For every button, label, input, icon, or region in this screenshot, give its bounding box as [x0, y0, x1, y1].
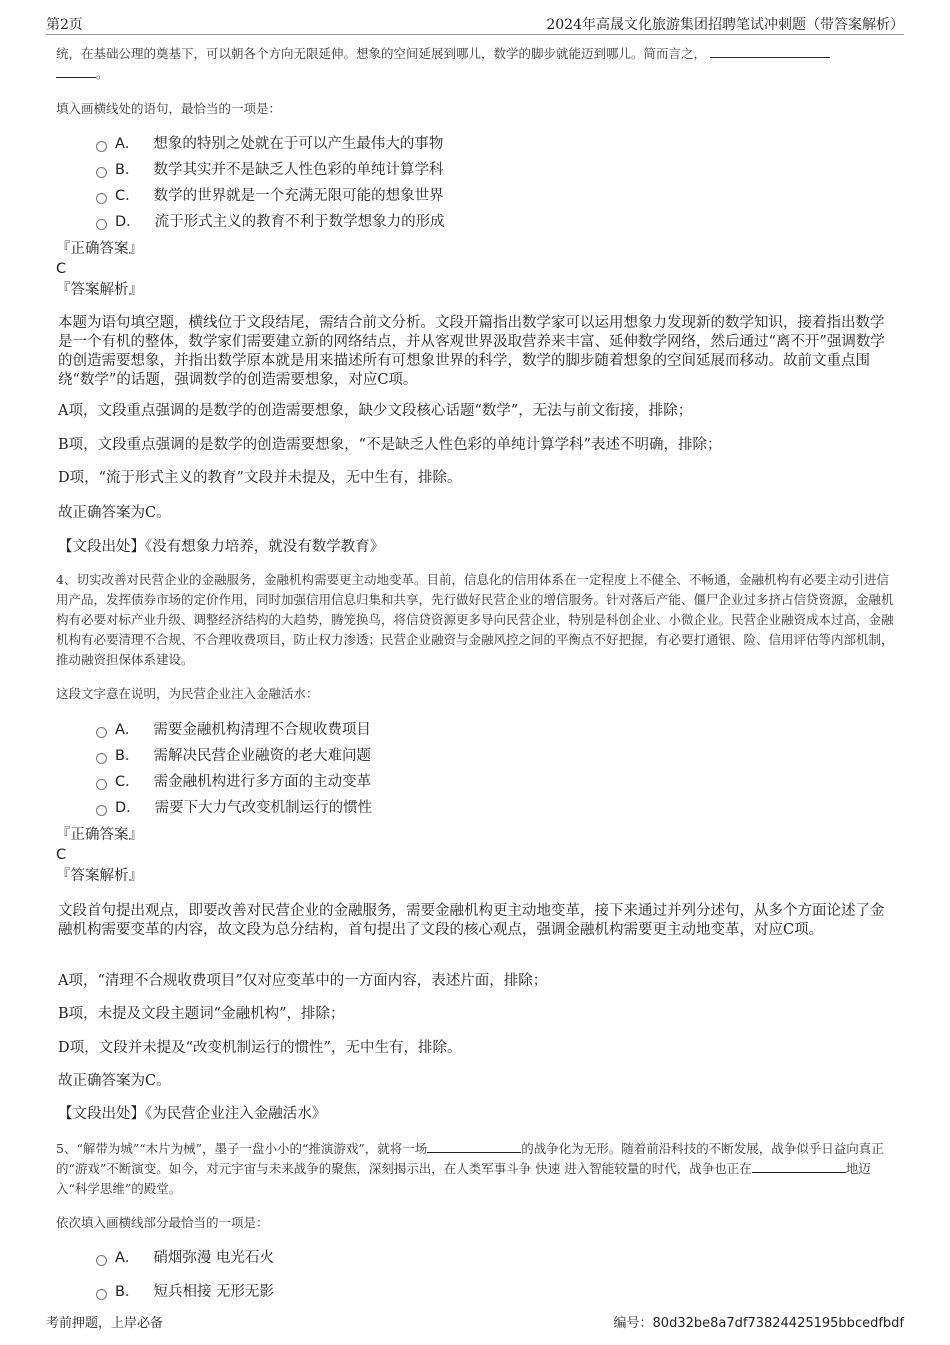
- question-3-prompt: 填入画横线处的语句，最恰当的一项是：: [56, 101, 282, 116]
- option-letter: B．: [115, 1284, 140, 1300]
- option-text: 硝烟弥漫 电光石火: [153, 1250, 275, 1266]
- option-a[interactable]: [96, 1246, 274, 1270]
- analysis-label: 『答案解析』: [56, 868, 143, 884]
- option-text: 数学的世界就是一个充满无限可能的想象世界: [153, 188, 444, 204]
- option-text: 需金融机构进行多方面的主动变革: [153, 774, 372, 790]
- option-text: 流于形式主义的教育不利于数学想象力的形成: [154, 214, 445, 230]
- question-4-text: 4、切实改善对民营企业的金融服务，金融机构需要更主动地变革。目前，信息化的信用体系在一定程度上不健全、不畅通，金融机构有必要主动引进信用产品，发挥债券市场的定价作用，同时加强信用信息归集和共享，先行做好民营企业的增信服务。针对落后产能、僵尸企业过多挤占信贷资源，金融机构有必要对标产业升级、调整经济结构的大趋势，腾笼换鸟，将信贷资源更多导向民营企业，特别是科创企业、小微企业。民营企业融资成本过高，金融机构有必要清理不合规、不合理收费项目，防止权力渗透；民营企业融资与金融风控之间的平衡点不好把握，有必要打通银、险、信用评估等内部机制，推动融资担保体系建设。: [56, 572, 894, 667]
- option-text: 需解决民营企业融资的老大难问题: [153, 748, 371, 764]
- question-5-text-part: 地迈入“科学思维”的殿堂。: [56, 1161, 871, 1196]
- question-5-text-part: 5、“解带为城”“木片为械”，墨子一盘小小的“推演游戏”，就将一场: [56, 1141, 428, 1156]
- question-3-text-end: 。: [96, 66, 109, 81]
- option-c[interactable]: [96, 184, 444, 208]
- analysis-paragraph: 故正确答案为C。: [58, 505, 171, 521]
- radio-icon[interactable]: [96, 141, 107, 152]
- option-a[interactable]: [96, 132, 443, 156]
- option-c[interactable]: [96, 770, 371, 794]
- page-number: 第2页: [46, 17, 83, 33]
- footer-slogan: 考前押题，上岸必备: [46, 1316, 164, 1331]
- radio-icon[interactable]: [96, 1289, 107, 1300]
- option-text: 数学其实并不是缺乏人性色彩的单纯计算学科: [153, 162, 444, 178]
- document-title: 2024年高晟文化旅游集团招聘笔试冲刺题（带答案解析）: [546, 17, 904, 33]
- option-letter: D．: [115, 214, 141, 230]
- option-letter: D．: [115, 800, 141, 816]
- analysis-paragraph: 文段首句提出观点，即要改善对民营企业的金融服务，需要金融机构更主动地变革，接下来通过并列分述句，从多个方面论述了金融机构需要变革的内容，故文段为总分结构，首句提出了文段的核心观点，强调金融机构需要更主动地变革，对应C项。: [58, 903, 885, 938]
- source-citation: 【文段出处】《没有想象力培养，就没有数学教育》: [58, 539, 385, 555]
- page-header: [46, 12, 904, 35]
- option-d[interactable]: [96, 210, 445, 234]
- question-5-prompt: 依次填入画横线部分最恰当的一项是：: [56, 1215, 269, 1230]
- answer-value: C: [56, 261, 67, 277]
- question-5-text-part: 的战争化为无形。随着前沿科技的不断发展，战争似乎日益向真正的“游戏”不断演变。如今，对元宇宙与未来战争的聚焦，深刻揭示出，在人类军事斗争 快速 进入智能较量的时代，战争也正在: [56, 1141, 884, 1176]
- radio-icon[interactable]: [96, 193, 107, 204]
- analysis-paragraph: B项，未提及文段主题词“金融机构”，排除；: [58, 1006, 345, 1022]
- analysis-paragraph: 本题为语句填空题，横线位于文段结尾，需结合前文分析。文段开篇指出数学家可以运用想象力发现新的数学知识，接着指出数学是一个有机的整体，数学家们需要建立新的网络结点，并从客观世界汲取营养来丰富、延伸数学网络，然后通过“离不开”强调数学的创造需要想象，并指出数学原本就是用来描述所有可想象世界的科学，数学的脚步随着想象的空间延展而移动。故前文重点围绕“数学”的话题，强调数学的创造需要想象，对应C项。: [58, 315, 885, 388]
- option-letter: A．: [115, 1250, 140, 1266]
- document-id-label: 编号：: [613, 1316, 653, 1331]
- analysis-paragraph: 故正确答案为C。: [58, 1073, 171, 1089]
- option-text: 想象的特别之处就在于可以产生最伟大的事物: [153, 136, 444, 152]
- analysis-paragraph: B项，文段重点强调的是数学的创造需要想象，“不是缺乏人性色彩的单纯计算学科”表述不明确，排除；: [58, 437, 722, 453]
- radio-icon[interactable]: [96, 219, 107, 230]
- option-letter: A．: [115, 136, 140, 152]
- option-text: 需要下大力气改变机制运行的惯性: [154, 800, 373, 816]
- option-letter: B．: [115, 748, 140, 764]
- document-id: [614, 1312, 904, 1331]
- option-letter: B．: [115, 162, 140, 178]
- option-b[interactable]: [96, 1280, 274, 1304]
- source-citation: 【文段出处】《为民营企业注入金融活水》: [58, 1106, 327, 1122]
- answer-blank: [752, 1171, 846, 1173]
- radio-icon[interactable]: [96, 1255, 107, 1266]
- option-b[interactable]: [96, 158, 443, 182]
- radio-icon[interactable]: [96, 753, 107, 764]
- radio-icon[interactable]: [96, 779, 107, 790]
- document-id-value: 80d32be8a7df73824425195bbcedfbdf: [652, 1316, 904, 1331]
- radio-icon[interactable]: [96, 805, 107, 816]
- option-b[interactable]: [96, 744, 371, 768]
- radio-icon[interactable]: [96, 727, 107, 738]
- option-letter: C．: [115, 774, 140, 790]
- question-3-text: [56, 44, 896, 84]
- question-3-text-tail: 统，在基础公理的奠基下，可以朝各个方向无限延伸。想象的空间延展到哪儿，数学的脚步就能迈到哪儿。简而言之，: [56, 46, 707, 61]
- answer-blank: [56, 76, 96, 78]
- analysis-paragraph: A项，文段重点强调的是数学的创造需要想象，缺少文段核心话题“数学”，无法与前文衔接，排除；: [58, 403, 693, 419]
- answer-blank: [427, 1151, 521, 1153]
- answer-label: 『正确答案』: [56, 827, 143, 843]
- option-letter: A．: [115, 722, 140, 738]
- answer-blank: [710, 56, 830, 58]
- option-a[interactable]: [96, 718, 371, 742]
- analysis-paragraph: D项，文段并未提及“改变机制运行的惯性”，无中生有，排除。: [58, 1040, 462, 1056]
- analysis-paragraph: D项，“流于形式主义的教育”文段并未提及，无中生有，排除。: [58, 470, 462, 486]
- option-text: 需要金融机构清理不合规收费项目: [153, 722, 371, 738]
- analysis-label: 『答案解析』: [56, 282, 143, 298]
- question-4-prompt: 这段文字意在说明，为民营企业注入金融活水：: [56, 686, 319, 701]
- analysis-paragraph: A项，“清理不合规收费项目”仅对应变革中的一方面内容，表述片面，排除；: [58, 973, 548, 989]
- answer-label: 『正确答案』: [56, 241, 143, 257]
- question-5-text: [56, 1139, 898, 1199]
- radio-icon[interactable]: [96, 167, 107, 178]
- option-letter: C．: [115, 188, 140, 204]
- option-text: 短兵相接 无形无影: [153, 1284, 275, 1300]
- option-d[interactable]: [96, 796, 372, 820]
- answer-value: C: [56, 847, 67, 863]
